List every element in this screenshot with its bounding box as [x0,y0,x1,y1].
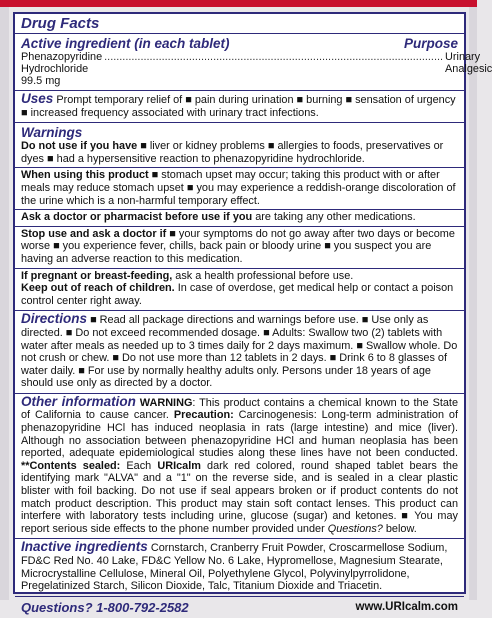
keep-out-lead: Keep out of reach of children. [21,282,175,295]
stop-use-lead: Stop use and ask a doctor if [21,227,167,240]
uses-text-block [21,93,458,119]
warning-text: : This product contains a chemical known to the State of California to cause cancer. [21,396,458,422]
uses-section [15,91,464,123]
stop-use-text: ■ your symptoms do not go away after two days or become worse ■ you experience fever, chills, back pain or bloody urine ■ you suspect you are having an adverse reaction to this medication. [21,227,455,265]
top-red-band [0,0,477,7]
contents-sealed-lead: **Contents sealed: [21,459,121,472]
active-header-row [21,36,458,51]
brand-name: URIcalm [157,459,201,472]
inactive-ingredients-text: Cornstarch, Cranberry Fruit Powder, Croscarmellose Sodium, FD&C Red No. 40 Lake, FD&C Yellow No. 6 Lake, Hypromellose, Magnesium Stearate, Microcrystalline Cellulose, Mineral Oil, Polyethylene Glycol, Polyvinylpyrrolidone, Pregelatinized Starch, Silicon Dioxide, Talc, Titanium Dioxide and Triacetin. [21,542,448,593]
other-information-section [15,394,464,540]
warning-lead: WARNING [139,396,193,409]
drug-facts-title: Drug Facts [21,15,100,32]
contents-sealed-text-2: dark red colored, round shaped tablet bears the identifying mark "ALVA" and a "1" on the reverse side, and is sealed in a clear plastic blister with foil backing. Do not use if seal appears broken or if product contents do not match product description. This product may stain soft contact lenses. This product can interfere with laboratory tests including urine, glucose (sugar) and ketones. ■ You may report serious side effects to the phone number provided under [21,459,459,535]
active-ingredient-header: Active ingredient (in each tablet) [21,36,230,51]
directions-header: Directions [21,311,88,327]
right-border-band [469,7,477,600]
do-not-use-lead: Do not use if you have [21,140,138,153]
active-ingredient-name: Phenazopyridine Hydrochloride 99.5 mg [21,51,103,87]
precaution-lead: Precaution: [173,409,234,422]
directions-section [15,311,464,394]
contents-sealed-text-3: below. [382,522,417,535]
questions-phone: Questions? 1-800-792-2582 [21,599,189,615]
ask-doctor-block [15,209,464,224]
warnings-section [15,123,464,311]
contents-sealed-text-1: Each [120,459,158,472]
inactive-ingredients-text-block [21,541,458,592]
precaution-text: Carcinogenesis: Long-term administration of phenazopyridine HCl has induced neoplasia in rats (large intestine) and mice (liver). Although no association between phenazopyridine HCl and human neoplasia has been reported, adequate epidemiological studies along these lines have not been conducted. [21,409,458,460]
pregnant-block [15,268,464,283]
other-information-text-block [21,393,459,536]
uses-text: Prompt temporary relief of ■ pain during urination ■ burning ■ sensation of urgency ■ increased frequency associated with urinary tract infections. [21,94,456,119]
ask-doctor-lead: Ask a doctor or pharmacist before use if you [21,211,253,224]
active-ingredient-purpose: Urinary Analgesic [445,51,492,75]
keep-out-block [21,282,458,307]
inactive-ingredients-header: Inactive ingredients [21,539,148,555]
directions-text: ■ Read all package directions and warnings before use. ■ Use only as directed. ■ Do not exceed recommended dosage. ■ Adults: Swallow two (2) tablets with water after meals as needed up to 3 times daily for 2 days maximum. ■ Swallow whole. Do not crush or chew. ■ Do not use more than 12 tablets in 2 days. ■ Drink 6 to 8 glasses of water daily. ■ For use by normally healthy adults only. Persons under 18 years of age should use only as directed by a doctor. [21,314,458,390]
pregnant-lead: If pregnant or breast-feeding, [21,269,173,282]
inactive-ingredients-section [15,539,464,596]
uses-header: Uses [21,91,54,106]
left-border-band [0,7,9,600]
when-using-text: ■ stomach upset may occur; taking this product with or after meals may reduce stomach upset ■ you may experience a reddish-orange discoloration of the urine which is a non-harmful temporary effect. [21,169,456,207]
purpose-header: Purpose [403,36,458,51]
other-information-header: Other information [21,393,136,409]
warnings-header: Warnings [21,125,83,141]
when-using-lead: When using this product [21,169,149,182]
when-using-block [15,167,464,207]
ask-doctor-text: are taking any other medications. [252,211,416,224]
leader-dots: ................................................................................................................ [104,51,444,63]
keep-out-text: In case of overdose, get medical help or contact a poison control center right away. [21,282,454,307]
drug-facts-panel [13,12,492,615]
pregnant-text: ask a health professional before use. [172,269,354,282]
website-url: www.URIcalm.com [355,601,458,614]
directions-text-block [21,313,458,390]
active-ingredient-section [15,34,492,91]
title-section [15,14,464,34]
stop-use-block [15,226,464,266]
do-not-use-text: ■ liver or kidney problems ■ allergies to foods, preservatives or dyes ■ had a hypersensitive reaction to phenazopyridine hydrochloride. [21,140,444,165]
active-ingredient-row [21,51,492,87]
do-not-use-block [21,140,458,165]
footer-section [15,597,464,618]
questions-reference: Questions? [327,522,383,535]
